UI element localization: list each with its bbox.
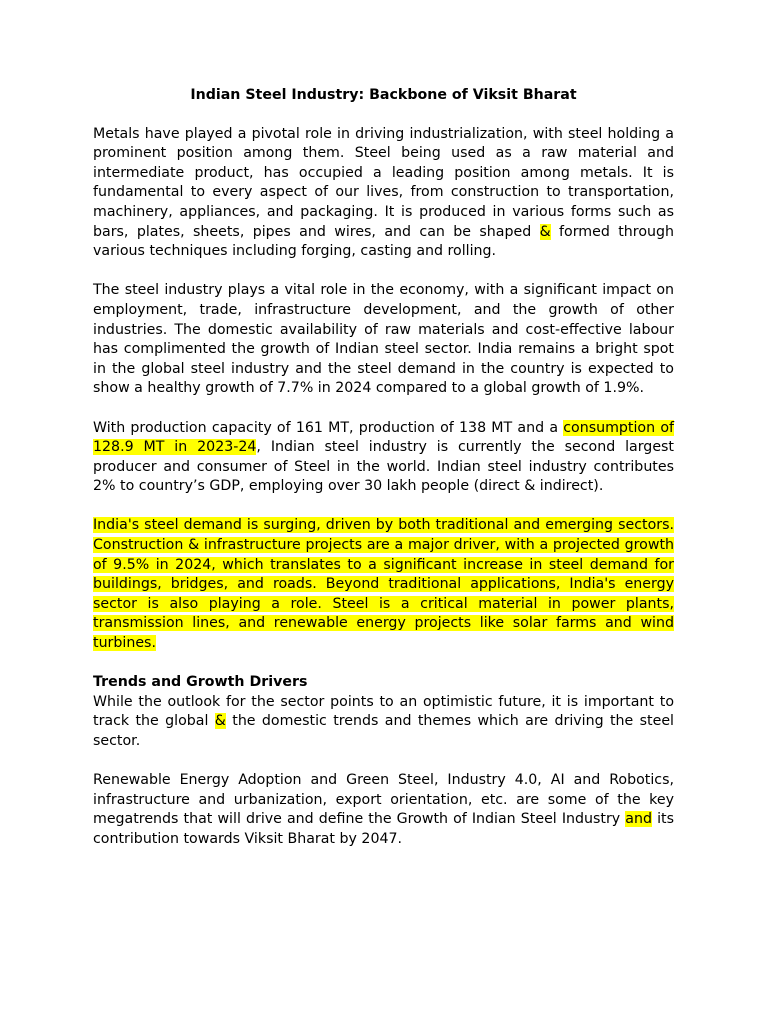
paragraph-outlook [93, 693, 674, 752]
paragraph-intro [93, 125, 674, 262]
highlight-and: and [625, 811, 652, 828]
paragraph-capacity-text-b: , Indian steel industry is currently the second largest producer and consumer of Steel in the world. Indian steel industry contributes 2% to country’s GDP, employing over 30 lakh people (direct & indirect). [93, 439, 674, 495]
paragraph-outlook-text-a: While the outlook for the sector points to an optimistic future, it is important to track the global [93, 693, 674, 730]
paragraph-outlook-text-b: the domestic trends and themes which are driving the steel sector. [93, 713, 674, 749]
paragraph-demand [93, 516, 674, 653]
paragraph-megatrends-text-a: Renewable Energy Adoption and Green Steel, Industry 4.0, AI and Robotics, infrastructure and urbanization, export orientation, etc. are some of the key megatrends that will drive and define the Growth of Indian Steel Industry [93, 772, 674, 828]
highlight-consumption: consumption of 128.9 MT in 2023-24 [93, 419, 674, 456]
paragraph-megatrends-text-b: its contribution towards Viksit Bharat by 2047. [93, 811, 674, 847]
highlight-demand: India's steel demand is surging, driven by both traditional and emerging sectors. Construction & infrastructure projects are a major driver, with a projected growth of 9.5% in 2024, which translates to a significant increase in steel demand for buildings, bridges, and roads. Beyond traditional applications, India's energy sector is also playing a role. Steel is a critical material in power plants, transmission lines, and renewable energy projects like solar farms and wind turbines. [93, 517, 674, 652]
paragraph-capacity [93, 419, 674, 497]
section-heading: Trends and Growth Drivers [93, 674, 308, 691]
paragraph-intro-text-b: formed through various techniques including forging, casting and rolling. [93, 223, 674, 260]
paragraph-capacity-text-a: With production capacity of 161 MT, production of 138 MT and a [93, 419, 564, 436]
paragraph-intro-text-a: Metals have played a pivotal role in driving industrialization, with steel holding a prominent position among them. Steel being used as a raw material and intermediate product, has occupied a leading position among metals. It is fundamental to every aspect of our lives, from construction to transportation, machinery, appliances, and packaging. It is produced in various forms such as bars, plates, sheets, pipes and wires, and can be shaped [93, 125, 674, 240]
highlight-ampersand: & [214, 713, 226, 730]
paragraph-economy: The steel industry plays a vital role in the economy, with a significant impact on employment, trade, infrastructure development, and the growth of other industries. The domestic availability of raw materials and cost-effective labour has complimented the growth of Indian steel sector. India remains a bright spot in the global steel industry and the steel demand in the country is expected to show a healthy growth of 7.7% in 2024 compared to a global growth of 1.9%. [93, 282, 674, 397]
highlight-ampersand: & [539, 223, 551, 240]
document-title: Indian Steel Industry: Backbone of Viksit Bharat [190, 87, 577, 103]
paragraph-megatrends [93, 771, 674, 849]
